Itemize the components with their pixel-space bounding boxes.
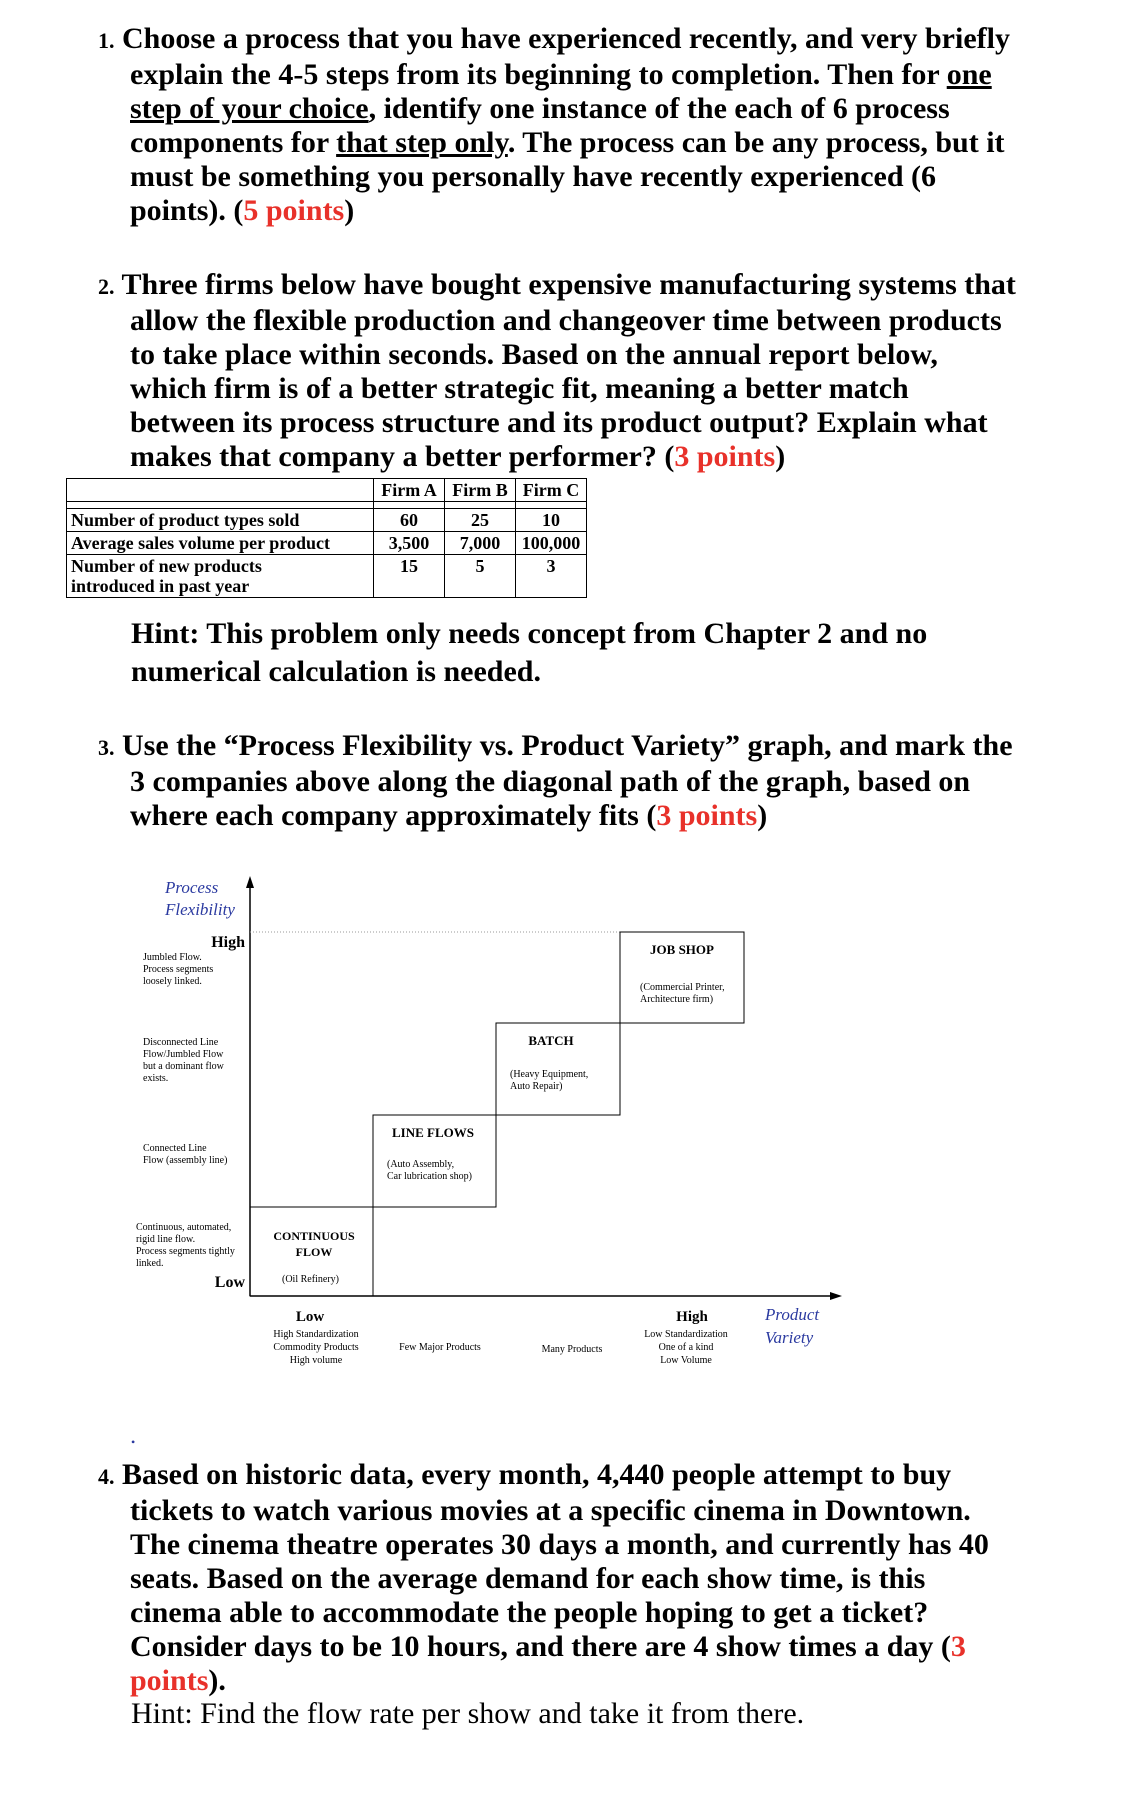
job-shop-example-2: Architecture firm) [640, 994, 714, 1005]
q1-points: 5 points [243, 194, 345, 227]
batch-example-1: (Heavy Equipment, [510, 1069, 589, 1080]
q1-number: 1. [98, 28, 115, 53]
x-axis-title-line-2: Variety [765, 1328, 814, 1347]
y-desc-text: rigid line flow. [136, 1234, 196, 1245]
q4-line-2: tickets to watch various movies at a specific cinema in Downtown. [130, 1494, 971, 1527]
y-desc-text: Continuous, automated, [136, 1222, 232, 1233]
x-axis-high-sub-1: Low Standardization [644, 1329, 728, 1340]
q1-text-3: , identify one instance of the each of 6 process [368, 92, 950, 125]
x-axis-low-sub-3: High volume [289, 1355, 343, 1366]
y-desc-text: Flow/Jumbled Flow [143, 1049, 224, 1060]
q4-text-7: ). [208, 1664, 226, 1697]
q1-text-4a: components for [130, 126, 337, 159]
q1-underline-that-step: that step only [336, 126, 508, 159]
y-desc-text: Jumbled Flow. [143, 952, 202, 963]
q2-line-2: allow the flexible production and changeover time between products [130, 304, 1002, 337]
table-header-firm-a: Firm A [374, 479, 445, 502]
y-desc-connected [143, 1143, 227, 1166]
table-cell: 100,000 [516, 532, 587, 555]
q1-text-6a: points). ( [130, 194, 244, 227]
q3-points: 3 points [656, 799, 758, 832]
x-axis-low-sub-1: High Standardization [273, 1329, 359, 1340]
q3-text-3b: ) [757, 799, 768, 832]
q4-line-5: cinema able to accommodate the people hoping to get a ticket? [130, 1596, 929, 1629]
table-cell: 7,000 [445, 532, 516, 555]
q1-text-2: explain the 4-5 steps from its beginning to completion. Then for [130, 58, 947, 91]
y-desc-continuous [136, 1222, 235, 1269]
q2-number: 2. [98, 274, 115, 299]
q3-number: 3. [98, 735, 115, 760]
batch-title: BATCH [528, 1033, 574, 1048]
x-axis-arrowhead [830, 1292, 842, 1300]
job-shop-example-1: (Commercial Printer, [640, 982, 725, 993]
x-axis-few-label: Few Major Products [399, 1342, 481, 1353]
y-desc-text: Process segments [143, 964, 214, 975]
q1-text-4b: . The process can be any process, but it [507, 126, 1005, 159]
q2-points: 3 points [674, 440, 776, 473]
line-flows-title: LINE FLOWS [392, 1125, 474, 1140]
q4-line-6 [98, 1630, 1058, 1664]
x-axis-many-label: Many Products [541, 1344, 603, 1355]
y-axis-high-label: High [211, 934, 245, 951]
q4-number: 4. [98, 1464, 115, 1489]
y-desc-text: Flow (assembly line) [143, 1155, 228, 1166]
q4-line-7 [98, 1664, 1058, 1698]
table-cell: 3 [516, 555, 587, 598]
q1-underline-one: one [946, 58, 992, 91]
continuous-title-2: FLOW [295, 1245, 333, 1259]
table-cell: 10 [516, 509, 587, 532]
y-desc-text: loosely linked. [143, 976, 202, 987]
y-desc-text: linked. [136, 1258, 164, 1269]
table-header-firm-b: Firm B [445, 479, 516, 502]
y-desc-text: Process segments tightly [136, 1246, 235, 1257]
table-cell: 25 [445, 509, 516, 532]
hint-q2-line-1: Hint: This problem only needs concept from Chapter 2 and no [131, 617, 928, 650]
q4-points-number: 3 [950, 1630, 966, 1663]
continuous-title-1: CONTINUOUS [273, 1229, 355, 1243]
x-axis-title-line-1: Product [765, 1305, 820, 1324]
table-header-firm-c: Firm C [516, 479, 587, 502]
y-axis-low-label: Low [214, 1274, 245, 1291]
q2-line-4: which firm is of a better strategic fit, meaning a better match [130, 372, 909, 405]
hint-q4: Hint: Find the flow rate per show and take it from there. [131, 1697, 805, 1730]
stray-bullet: • [131, 1435, 136, 1449]
job-shop-title: JOB SHOP [650, 942, 714, 957]
x-axis-high-sub-2: One of a kind [658, 1342, 714, 1353]
x-axis-low-sub-2: Commodity Products [273, 1342, 359, 1353]
q2-line-3: to take place within seconds. Based on the annual report below, [130, 338, 938, 371]
x-axis-high-sub-3: Low Volume [660, 1355, 712, 1366]
table-cell: 15 [374, 555, 445, 598]
y-axis-arrowhead [246, 876, 254, 888]
y-desc-jumbled [143, 952, 213, 987]
table-cell: 60 [374, 509, 445, 532]
table-row-label-line-1: Number of new products [71, 556, 262, 576]
q4-text-1: Based on historic data, every month, 4,440 people attempt to buy [122, 1458, 952, 1491]
table-row-label-line-2: introduced in past year [71, 576, 250, 596]
y-desc-text: exists. [143, 1073, 169, 1084]
q1-text-6b: ) [344, 194, 355, 227]
q1-underline-step: step of your choice [130, 92, 369, 125]
q2-text-6a: makes that company a better performer? ( [130, 440, 675, 473]
table-row-label: Number of product types sold [67, 509, 374, 532]
q4-line-3: The cinema theatre operates 30 days a month, and currently has 40 [130, 1528, 989, 1561]
q1-text-1: Choose a process that you have experienced recently, and very briefly [122, 22, 1010, 55]
q2-text-6b: ) [775, 440, 786, 473]
hint-q2-line-2: numerical calculation is needed. [131, 655, 541, 688]
q4-line-4: seats. Based on the average demand for each show time, is this [130, 1562, 926, 1595]
table-cell: 5 [445, 555, 516, 598]
y-desc-text: Connected Line [143, 1143, 207, 1154]
table-cell: 3,500 [374, 532, 445, 555]
line-flows-example-2: Car lubrication shop) [387, 1171, 472, 1182]
x-axis-high-label: High [676, 1309, 708, 1325]
line-flows-example-1: (Auto Assembly, [387, 1159, 455, 1170]
q1-line-5: must be something you personally have recently experienced (6 [130, 160, 937, 193]
q3-line-2: 3 companies above along the diagonal path of the graph, based on [130, 765, 971, 798]
question-4 [98, 1458, 1058, 1698]
y-axis-title-line-1: Process [165, 878, 219, 897]
q2-text-1: Three firms below have bought expensive manufacturing systems that [121, 268, 1016, 301]
y-desc-disconnected [143, 1037, 225, 1084]
q4-points-word: points [130, 1664, 209, 1697]
q4-text-6: Consider days to be 10 hours, and there are 4 show times a day ( [130, 1630, 951, 1663]
q2-line-5: between its process structure and its product output? Explain what [130, 406, 988, 439]
q3-text-3a: where each company approximately fits ( [130, 799, 657, 832]
q4-line-1 [98, 1458, 1058, 1494]
y-desc-text: but a dominant flow [143, 1061, 224, 1072]
continuous-example: (Oil Refinery) [282, 1274, 339, 1285]
table-row-label: Average sales volume per product [67, 532, 374, 555]
q3-text-1: Use the “Process Flexibility vs. Product Variety” graph, and mark the [122, 729, 1013, 762]
batch-example-2: Auto Repair) [510, 1081, 563, 1092]
x-axis-low-label: Low [295, 1309, 325, 1325]
y-desc-text: Disconnected Line [143, 1037, 219, 1048]
y-axis-title-line-2: Flexibility [165, 900, 235, 919]
